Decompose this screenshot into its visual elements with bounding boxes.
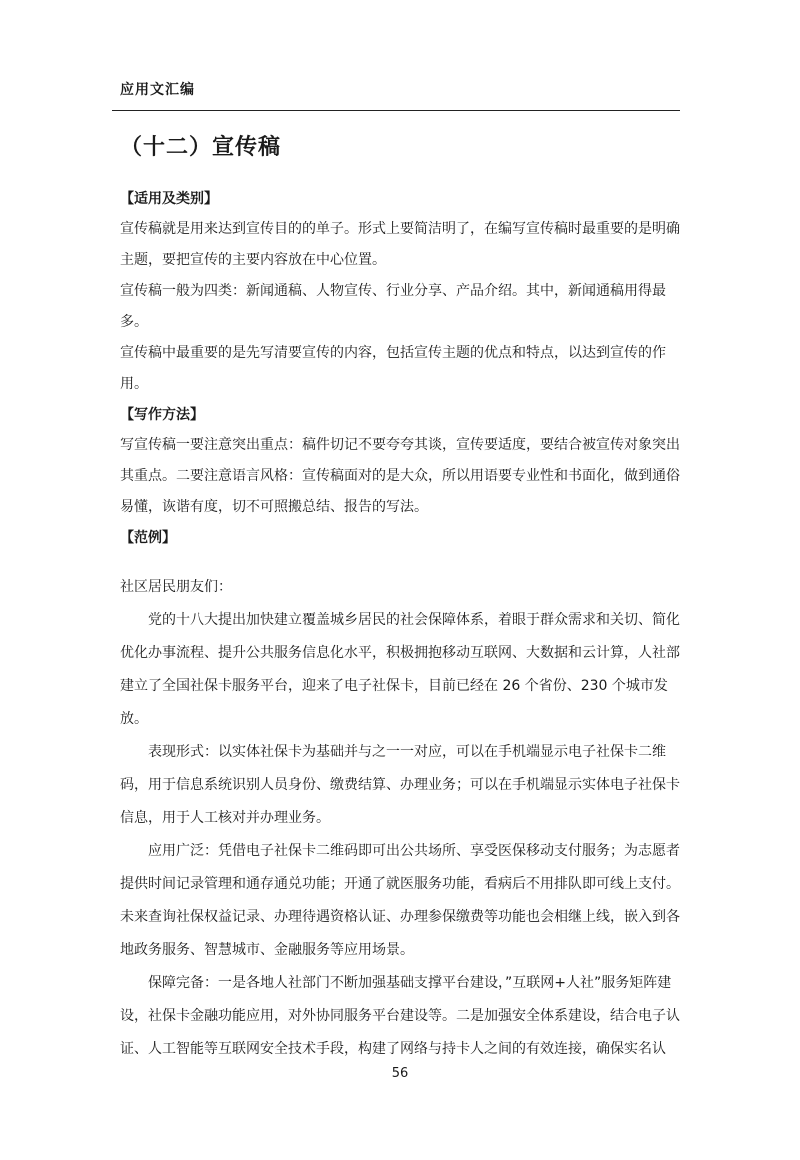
- example-letter: [120, 571, 680, 1066]
- section-heading-applicable: 【适用及类别】: [120, 191, 218, 207]
- letter-paragraph: 保障完备：一是各地人社部门不断加强基础支撑平台建设，”互联网+人社”服务矩阵建设，社保卡金融功能应用，对外协同服务平台建设等。二是加强安全体系建设，结合电子认证、人工智能等互联网安全技术手段，构建了网络与持卡人之间的有效连接，确保实名认: [120, 975, 680, 1057]
- letter-salutation: 社区居民朋友们：: [120, 579, 232, 595]
- letter-paragraph: 表现形式：以实体社保卡为基础并与之一一对应，可以在手机端显示电子社保卡二维码，用于信息系统识别人员身份、缴费结算、办理业务；可以在手机端显示实体电子社保卡信息，用于人工核对并办理业务。: [120, 744, 680, 826]
- paragraph: 写宣传稿一要注意突出重点：稿件切记不要夸夸其谈，宣传要适度，要结合被宣传对象突出其重点。二要注意语言风格：宣传稿面对的是大众，所以用语要专业性和书面化，做到通俗易懂，诙谐有度，切不可照搬总结、报告的写法。: [120, 437, 680, 515]
- spacer: [120, 553, 680, 571]
- page-title: （十二）宣传稿: [120, 135, 282, 160]
- paragraph: 宣传稿中最重要的是先写清要宣传的内容，包括宣传主题的优点和特点，以达到宣传的作用。: [120, 345, 666, 392]
- running-header: 应用文汇编: [120, 82, 195, 98]
- header-divider: [112, 110, 680, 111]
- paragraph: 宣传稿就是用来达到宣传目的的单子。形式上要简洁明了，在编写宣传稿时最重要的是明确主题，要把宣传的主要内容放在中心位置。: [120, 221, 680, 268]
- page-number: 56: [391, 1066, 409, 1081]
- letter-paragraph: 党的十八大提出加快建立覆盖城乡居民的社会保障体系，着眼于群众需求和关切、简化优化办事流程、提升公共服务信息化水平，积极拥抱移动互联网、大数据和云计算，人社部建立了全国社保卡服务平台，迎来了电子社保卡，目前已经在 26 个省份、230 个城市发放。: [120, 612, 680, 727]
- paragraph: 宣传稿一般为四类：新闻通稿、人物宣传、行业分享、产品介绍。其中，新闻通稿用得最多。: [120, 283, 666, 330]
- section-heading-example: 【范例】: [120, 530, 176, 546]
- section-heading-method: 【写作方法】: [120, 407, 204, 423]
- page-content: [120, 184, 680, 1066]
- letter-paragraph: 应用广泛：凭借电子社保卡二维码即可出公共场所、享受医保移动支付服务；为志愿者提供时间记录管理和通存通兑功能；开通了就医服务功能，看病后不用排队即可线上支付。未来查询社保权益记录、办理待遇资格认证、办理参保缴费等功能也会相继上线，嵌入到各地政务服务、智慧城市、金融服务等应用场景。: [120, 843, 680, 958]
